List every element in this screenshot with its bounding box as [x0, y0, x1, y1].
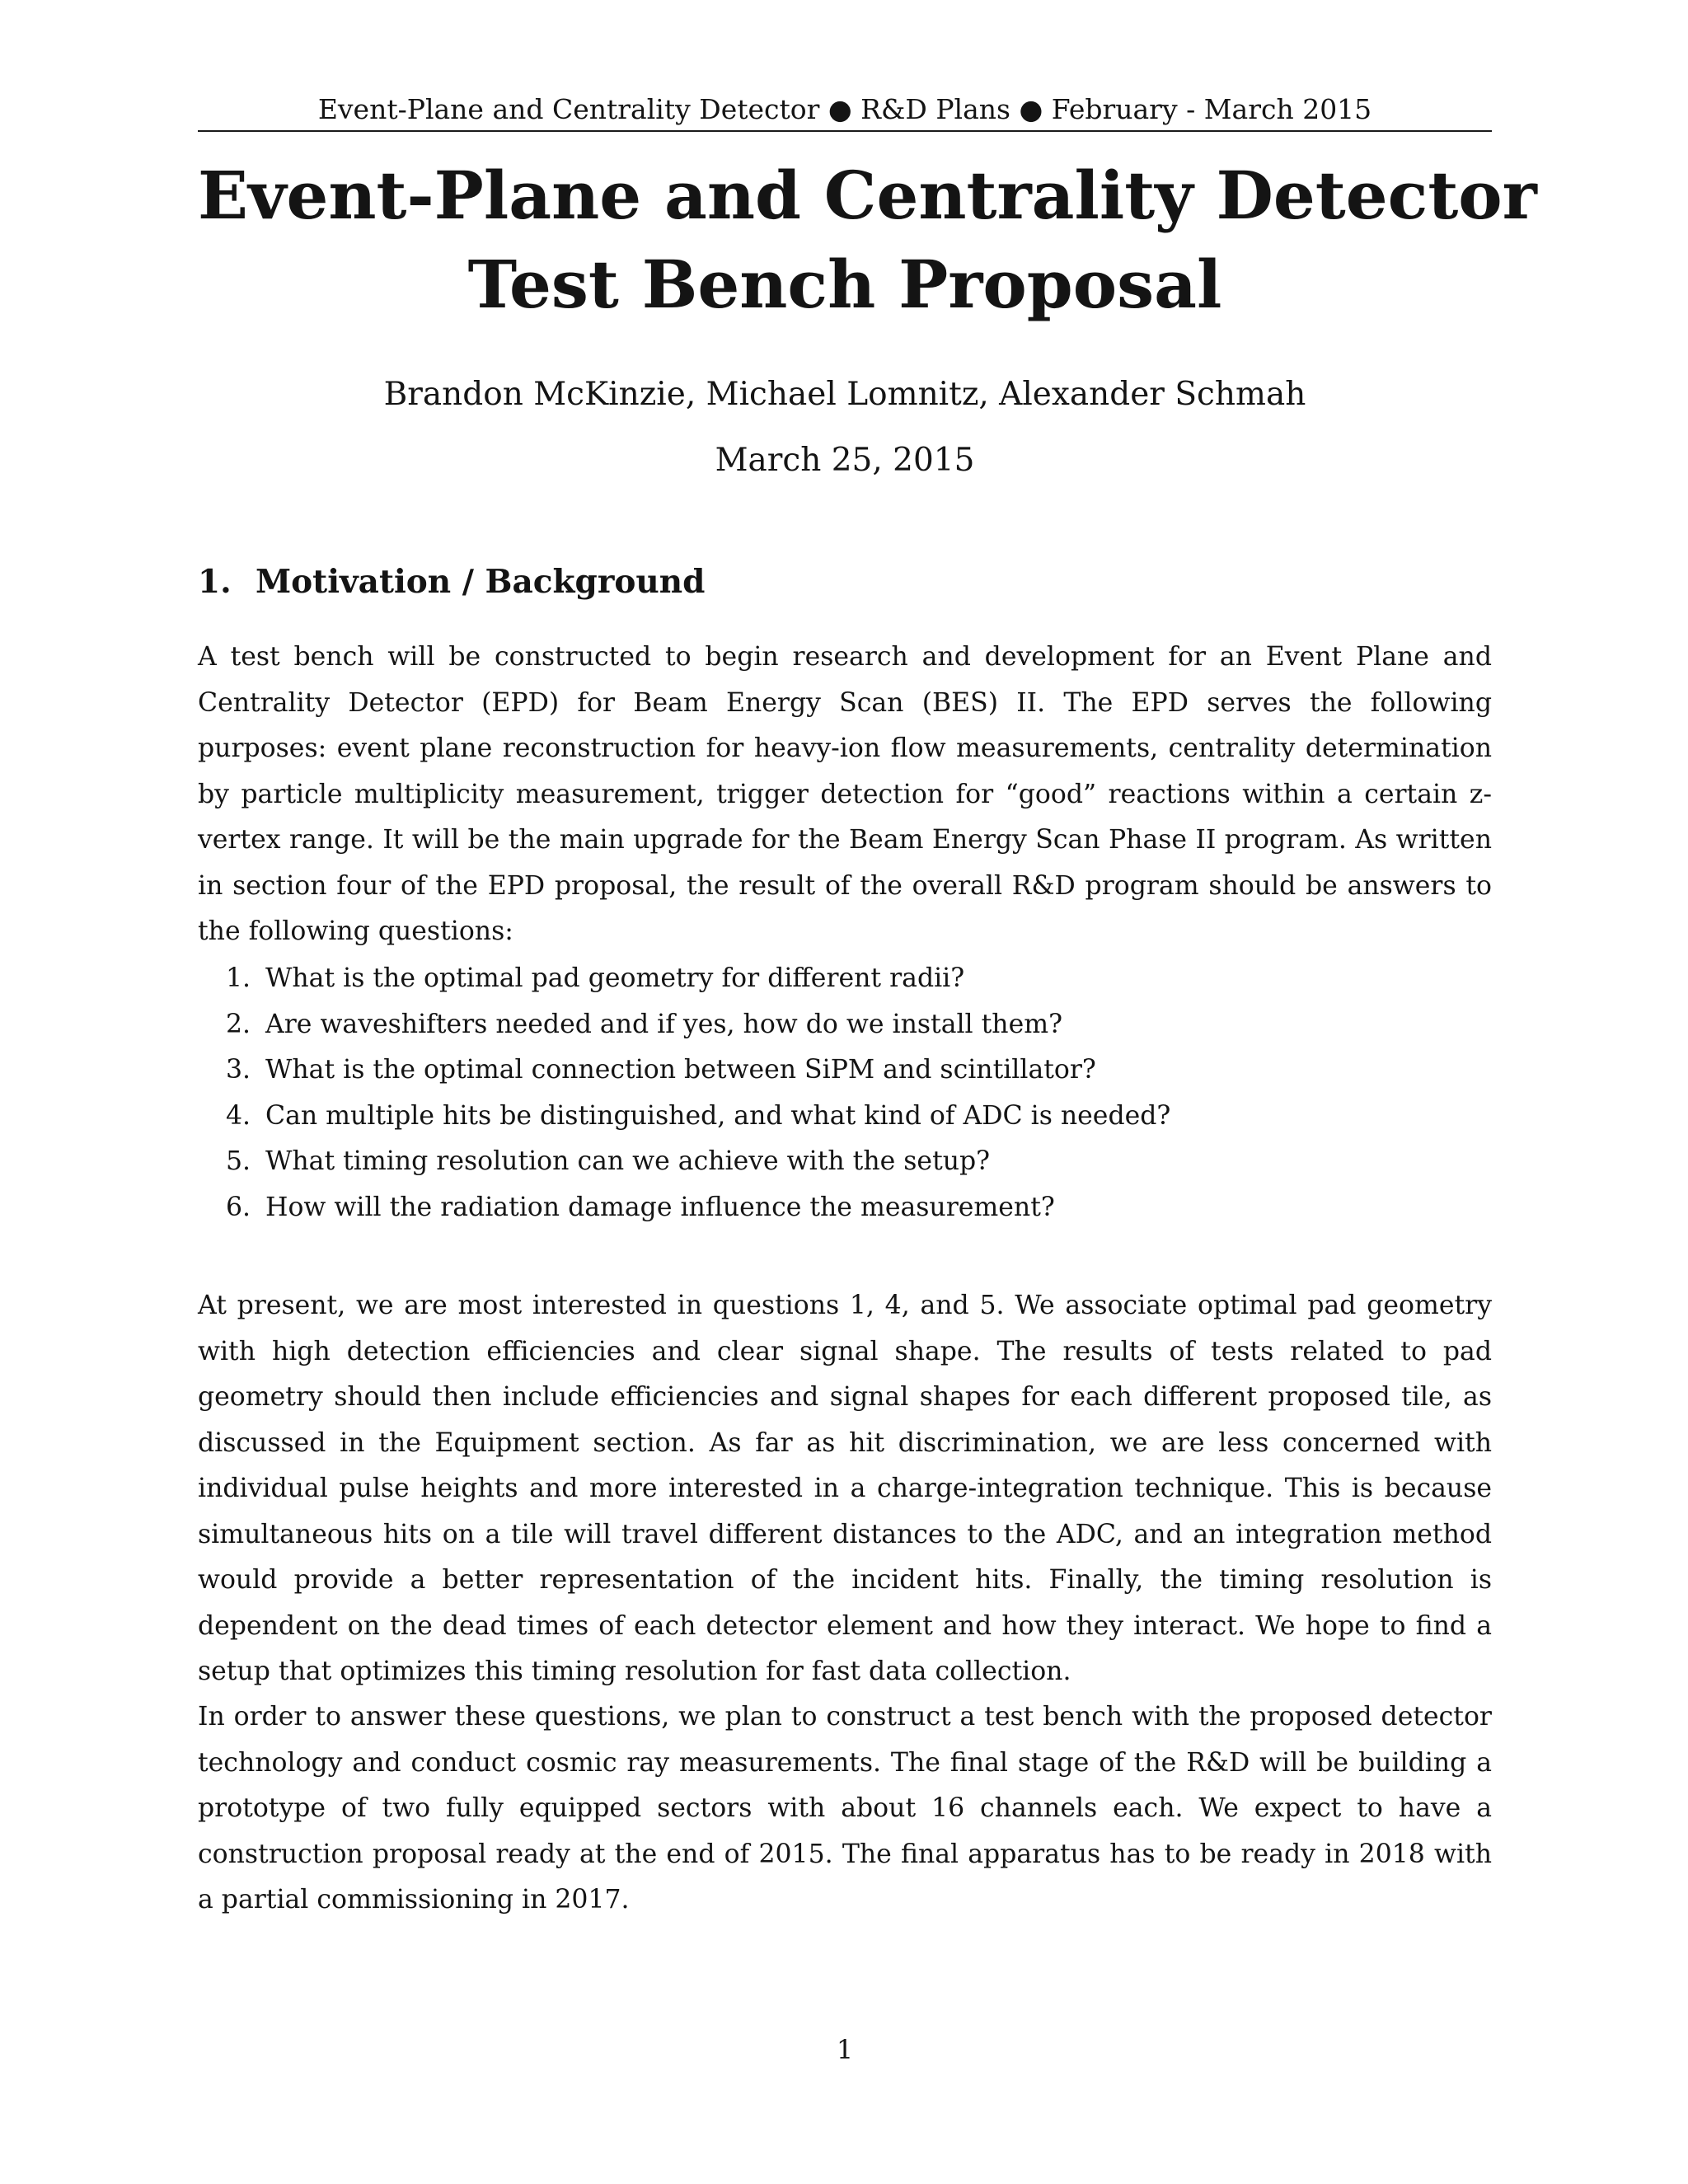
question-number: 4. — [225, 1100, 251, 1131]
question-number: 1. — [225, 963, 251, 993]
question-item — [198, 1094, 1492, 1140]
question-item — [198, 1002, 1492, 1048]
title-line-1: Event-Plane and Centrality Detector — [198, 157, 1537, 234]
paragraph-interest: At present, we are most interested in questions 1, 4, and 5. We associate optimal pad geometry with high detection efficiencies and clear signal shape. The results of tests related to pad geometry should then include efficiencies and signal shapes for each different proposed tile, as discussed in the Equipment section. As far as hit discrimination, we are less concerned with individual pulse heights and more interested in a charge-integration technique. This is because simultaneous hits on a tile will travel different distances to the ADC, and an integration method would provide a better representation of the incident hits. Finally, the timing resolution is dependent on the dead times of each detector element and how they interact. We hope to find a setup that optimizes this timing resolution for fast data collection. — [198, 1291, 1492, 1686]
question-item — [198, 1139, 1492, 1185]
question-text: How will the radiation damage influence the measurement? — [265, 1192, 1055, 1222]
authors: Brandon McKinzie, Michael Lomnitz, Alexander Schmah — [383, 376, 1306, 413]
running-header: Event-Plane and Centrality Detector ● R&D Plans ● February - March 2015 — [317, 93, 1372, 125]
page-number: 1 — [836, 2036, 854, 2065]
question-number: 6. — [225, 1192, 251, 1222]
question-text: What is the optimal connection between SiPM and scintillator? — [265, 1055, 1096, 1085]
question-text: What timing resolution can we achieve with the setup? — [265, 1146, 991, 1176]
question-number: 5. — [225, 1146, 251, 1176]
section-title: Motivation / Background — [256, 563, 706, 601]
paragraph-intro: A test bench will be constructed to begin research and development for an Event Plane and Centrality Detector (EPD) for Beam Energy Scan (BES) II. The EPD serves the following purposes: event plane reconstruction for heavy-ion flow measurements, centrality determination by particle multiplicity measurement, trigger detection for “good” reactions within a certain z-vertex range. It will be the main upgrade for the Beam Energy Scan Phase II program. As written in section four of the EPD proposal, the result of the overall R&D program should be answers to the following questions: — [198, 642, 1492, 946]
question-number: 2. — [225, 1009, 251, 1039]
paper-title — [198, 151, 1537, 329]
question-text: Are waveshifters needed and if yes, how do we install them? — [265, 1009, 1062, 1039]
title-line-2: Test Bench Proposal — [467, 246, 1222, 323]
section-number: 1. — [198, 563, 232, 601]
question-number: 3. — [225, 1055, 251, 1085]
question-item — [198, 956, 1492, 1002]
questions-list — [198, 956, 1492, 1230]
paragraph-plan: In order to answer these questions, we plan to construct a test bench with the proposed detector technology and conduct cosmic ray measurements. The final stage of the R&D will be building a prototype of two fully equipped sectors with about 16 channels each. We expect to have a construction proposal ready at the end of 2015. The final apparatus has to be ready in 2018 with a partial commissioning in 2017. — [198, 1702, 1492, 1915]
section-heading-motivation — [198, 559, 705, 605]
publication-date: March 25, 2015 — [715, 442, 975, 479]
header-rule — [198, 130, 1492, 132]
question-text: Can multiple hits be distinguished, and what kind of ADC is needed? — [265, 1100, 1171, 1131]
question-text: What is the optimal pad geometry for different radii? — [265, 963, 965, 993]
question-item — [198, 1185, 1492, 1231]
question-item — [198, 1047, 1492, 1094]
